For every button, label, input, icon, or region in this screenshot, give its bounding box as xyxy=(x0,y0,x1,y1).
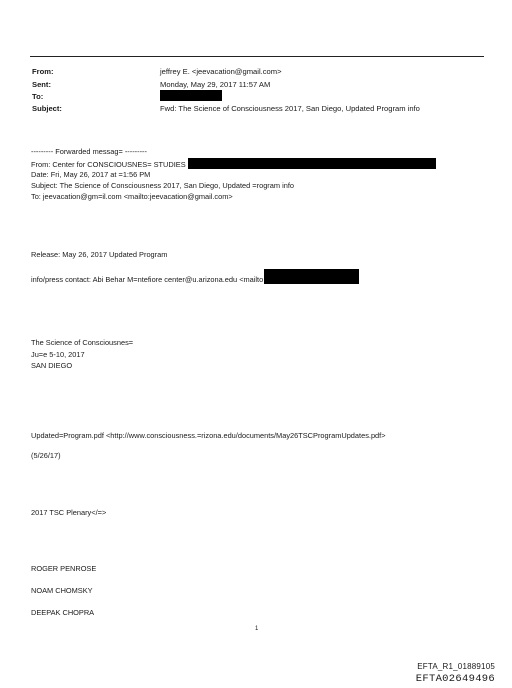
forwarded-from-text: From: Center for CONSCIOUSNES= STUDIES xyxy=(31,160,186,169)
event-dates: Ju=e 5-10, 2017 xyxy=(31,350,85,359)
bates-number-large: EFTA02649496 xyxy=(415,673,495,685)
program-link[interactable]: Updated=Program.pdf <http://www.consciousness.=rizona.edu/documents/May26TSCProgramUpdates.pdf> xyxy=(31,431,386,440)
speaker-item: DEEPAK CHOPRA xyxy=(31,608,95,617)
event-title: The Science of Consciousnes= xyxy=(31,338,134,347)
page-number: 1 xyxy=(255,626,259,632)
speaker-item: NOAM CHOMSKY xyxy=(31,586,93,595)
contact-redaction-box xyxy=(264,269,359,284)
forwarded-from xyxy=(31,158,436,169)
program-date: (5/26/17) xyxy=(31,451,61,460)
sent-value: Monday, May 29, 2017 11:57 AM xyxy=(160,80,271,89)
forwarded-to: To: jeevacation@gm=il.com <mailto:jeevacation@gmail.com> xyxy=(31,192,233,201)
speaker-item: ROGER PENROSE xyxy=(31,564,97,573)
plenary-heading: 2017 TSC Plenary</=> xyxy=(31,508,107,517)
event-city: SAN DIEGO xyxy=(31,361,73,370)
from-label: From: xyxy=(32,67,54,76)
to-label: To: xyxy=(32,92,44,101)
sent-label: Sent: xyxy=(32,80,51,89)
forwarded-from-redaction-box xyxy=(188,158,436,169)
forwarded-marker: --------- Forwarded messag= --------- xyxy=(31,147,147,156)
to-redaction-box xyxy=(160,90,222,101)
subject-value: Fwd: The Science of Consciousness 2017, San Diego, Updated Program info xyxy=(160,104,420,113)
from-value: jeffrey E. <jeevacation@gmail.com> xyxy=(160,67,282,76)
forwarded-date: Date: Fri, May 26, 2017 at =1:56 PM xyxy=(31,170,151,179)
contact-text: info/press contact: Abi Behar M=ntefiore center@u.arizona.edu <mailto xyxy=(31,275,264,284)
forwarded-subject: Subject: The Science of Consciousness 2017, San Diego, Updated =rogram info xyxy=(31,181,295,190)
contact-line xyxy=(31,269,359,284)
subject-label: Subject: xyxy=(32,104,62,113)
release-line: Release: May 26, 2017 Updated Program xyxy=(31,250,168,259)
bates-number-small: EFTA_R1_01889105 xyxy=(417,662,495,671)
header-top-rule xyxy=(30,56,484,57)
